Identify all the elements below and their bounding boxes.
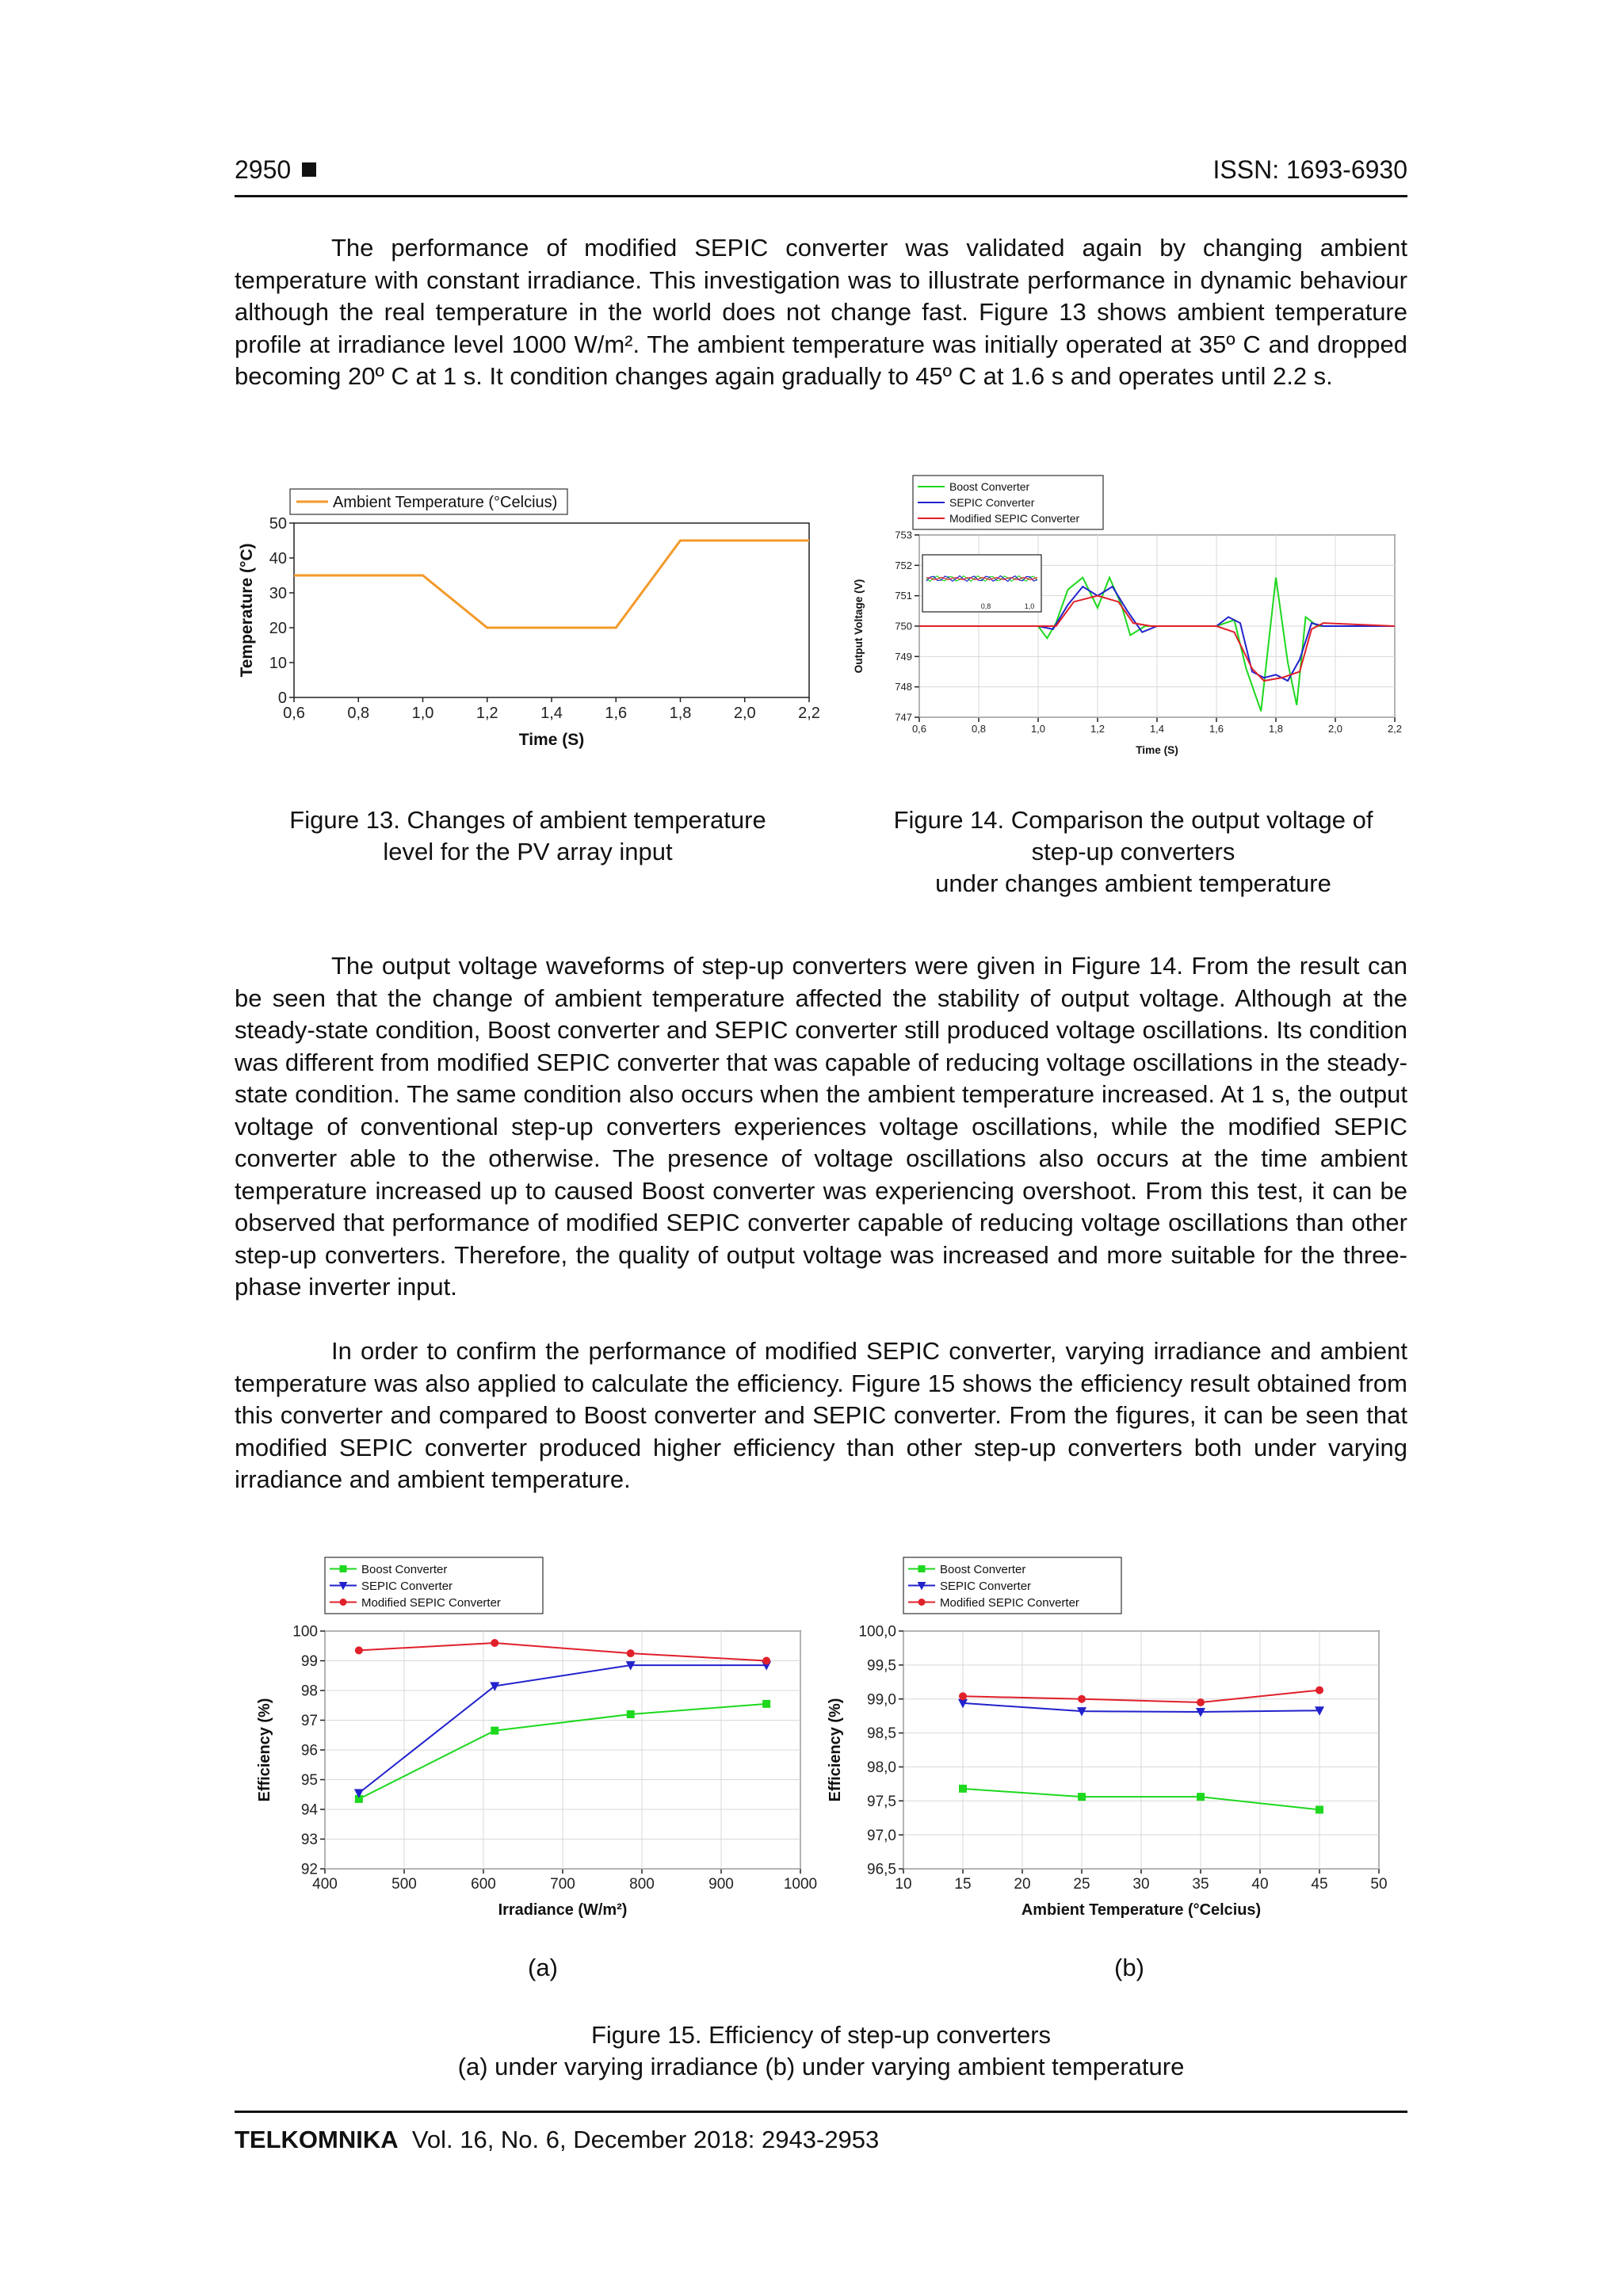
- x-tick-label: 1,2: [1090, 723, 1106, 735]
- x-tick-label: 900: [708, 1876, 734, 1893]
- y-tick-label: 98,0: [867, 1759, 896, 1777]
- figure-15-caption: [235, 2019, 1407, 2083]
- y-tick-label: 93: [300, 1832, 318, 1849]
- legend-label: SEPIC Converter: [940, 1579, 1032, 1593]
- square-bullet-icon: [302, 162, 316, 177]
- data-point-circle: [959, 1692, 967, 1700]
- x-tick-label: 1,8: [1268, 723, 1284, 735]
- legend-label: Modified SEPIC Converter: [949, 511, 1080, 525]
- caption-line: step-up converters: [1031, 838, 1235, 865]
- legend-label: SEPIC Converter: [949, 495, 1035, 509]
- issn: ISSN: 1693-6930: [1212, 155, 1407, 184]
- x-tick-label: 10: [895, 1876, 912, 1893]
- x-tick-label: 50: [1370, 1876, 1388, 1893]
- x-tick-label: 2,2: [798, 705, 820, 722]
- y-tick-label: 749: [895, 650, 912, 663]
- legend-label: SEPIC Converter: [361, 1579, 453, 1593]
- y-tick-label: 753: [895, 529, 912, 541]
- y-tick-label: 750: [895, 620, 912, 632]
- data-point-circle: [491, 1639, 498, 1647]
- x-tick-label: 25: [1073, 1876, 1090, 1893]
- plot-frame: [294, 523, 809, 697]
- x-tick-label: 30: [1132, 1876, 1150, 1893]
- y-tick-label: 95: [300, 1772, 318, 1790]
- figure-15b-label: [1030, 1952, 1228, 1984]
- legend-label: Boost Converter: [361, 1562, 448, 1576]
- y-tick-label: 99,5: [867, 1657, 896, 1675]
- caption-line: (a): [528, 1954, 558, 1981]
- x-tick-label: 40: [1251, 1876, 1269, 1893]
- caption-line: level for the PV array input: [383, 838, 673, 865]
- legend-label: Modified SEPIC Converter: [940, 1595, 1079, 1610]
- y-tick-label: 751: [895, 590, 912, 602]
- data-point-circle: [1316, 1687, 1323, 1694]
- figure-13-caption: [235, 804, 821, 868]
- y-tick-label: 96: [300, 1742, 318, 1759]
- y-tick-label: 96,5: [867, 1861, 896, 1878]
- y-tick-label: 30: [269, 585, 287, 602]
- figure-14-chart: [848, 476, 1419, 773]
- y-tick-label: 97: [300, 1713, 318, 1730]
- legend-label: Boost Converter: [949, 479, 1030, 493]
- caption-line: (b): [1114, 1954, 1144, 1981]
- x-tick-label: 1,4: [1149, 723, 1165, 735]
- y-tick-label: 99,0: [867, 1691, 896, 1709]
- x-tick-label: 1,2: [475, 705, 498, 722]
- x-tick-label: 20: [1014, 1876, 1031, 1893]
- figure-15b-chart: [824, 1557, 1395, 1934]
- data-point-square: [918, 1565, 926, 1572]
- x-tick-label: 1,0: [411, 705, 434, 722]
- x-tick-label: 700: [550, 1876, 575, 1893]
- x-tick-label: 0,6: [911, 723, 927, 735]
- y-tick-label: 50: [269, 515, 287, 533]
- y-tick-label: 0: [277, 690, 287, 707]
- data-point-square: [1197, 1793, 1205, 1801]
- data-point-circle: [627, 1649, 635, 1657]
- x-tick-label: 1000: [783, 1876, 818, 1893]
- y-axis-label: Temperature (°C): [238, 543, 256, 678]
- caption-line: (a) under varying irradiance (b) under varying ambient temperature: [457, 2053, 1185, 2080]
- y-tick-label: 92: [300, 1861, 318, 1878]
- page-number-group: [235, 155, 316, 185]
- x-tick-label: 1,0: [1030, 723, 1046, 735]
- x-axis-label: Time (S): [1136, 744, 1178, 756]
- data-point-circle: [762, 1657, 770, 1665]
- y-tick-label: 97,0: [867, 1827, 896, 1844]
- x-tick-label: 15: [954, 1876, 972, 1893]
- y-tick-label: 748: [895, 681, 912, 693]
- x-tick-label: 0,8: [971, 723, 987, 735]
- figure-14-caption: [840, 804, 1426, 900]
- paragraph-2-text: The output voltage waveforms of step-up converters were given in Figure 14. From the result can be seen that the change of ambient temperature affected the stability of output voltage. Although at the steady-state condition, Boost converter and SEPIC converter still produced voltage oscillations. Its condition was different from modified SEPIC converter that was capable of reducing voltage oscillations in the steady-state condition. The same condition also occurs when the ambient temperature increased. At 1 s, the output voltage of conventional step-up converters experiences voltage oscillations, while the modified SEPIC converter able to the otherwise. The presence of voltage oscillations also occurs at the time ambient temperature increased up to caused Boost converter was experiencing overshoot. From this test, it can be observed that performance of modified SEPIC converter capable of reducing voltage oscillations than other step-up converters. Therefore, the quality of output voltage was increased and more suitable for the three-phase inverter input.: [235, 952, 1407, 1301]
- x-tick-label: 1,8: [669, 705, 692, 722]
- x-axis-label: Irradiance (W/m²): [498, 1901, 628, 1919]
- paragraph-3: [235, 1335, 1407, 1496]
- y-tick-label: 98: [300, 1683, 318, 1700]
- caption-line: Figure 13. Changes of ambient temperature: [289, 806, 766, 834]
- x-tick-label: 400: [312, 1876, 338, 1893]
- x-tick-label: 2,0: [733, 705, 756, 722]
- x-tick-label: 2,0: [1327, 723, 1343, 735]
- x-tick-label: 2,2: [1387, 723, 1403, 735]
- y-tick-label: 94: [300, 1801, 318, 1819]
- y-tick-label: 747: [895, 711, 912, 724]
- data-point-circle: [1078, 1695, 1086, 1703]
- x-tick-label: 500: [391, 1876, 417, 1893]
- data-point-circle: [918, 1599, 926, 1606]
- legend-label: Ambient Temperature (°Celcius): [333, 494, 558, 511]
- data-point-square: [627, 1710, 635, 1718]
- y-axis-label: Output Voltage (V): [853, 579, 865, 674]
- x-tick-label: 45: [1311, 1876, 1328, 1893]
- x-tick-label: 0,8: [347, 705, 370, 722]
- y-tick-label: 100: [292, 1623, 318, 1641]
- inset-tick-label: 0,8: [980, 602, 991, 610]
- x-axis-label: Time (S): [518, 731, 585, 749]
- caption-line: under changes ambient temperature: [935, 869, 1331, 897]
- y-tick-label: 99: [300, 1653, 318, 1671]
- data-point-square: [491, 1727, 498, 1735]
- y-tick-label: 100,0: [858, 1623, 896, 1641]
- caption-line: Figure 15. Efficiency of step-up converters: [590, 2021, 1052, 2049]
- x-tick-label: 600: [471, 1876, 496, 1893]
- x-tick-label: 35: [1192, 1876, 1209, 1893]
- journal-name: TELKOMNIKA: [235, 2126, 399, 2153]
- figure-15a-chart: [254, 1557, 818, 1934]
- y-tick-label: 20: [269, 620, 287, 637]
- y-tick-label: 752: [895, 559, 912, 571]
- y-tick-label: 40: [269, 550, 287, 567]
- y-tick-label: 10: [269, 655, 287, 672]
- figure-13-chart: [235, 479, 821, 769]
- data-point-square: [1316, 1805, 1323, 1813]
- page-header: [235, 155, 1407, 197]
- x-tick-label: 1,6: [605, 705, 628, 722]
- x-tick-label: 1,6: [1209, 723, 1224, 735]
- data-point-square: [959, 1785, 967, 1793]
- data-point-circle: [355, 1646, 363, 1654]
- legend-label: Modified SEPIC Converter: [361, 1595, 501, 1610]
- inset-tick-label: 1,0: [1024, 602, 1035, 610]
- x-axis-label: Ambient Temperature (°Celcius): [1021, 1901, 1262, 1919]
- paragraph-3-text: In order to confirm the performance of modified SEPIC converter, varying irradiance and ambient temperature was also applied to calculate the efficiency. Figure 15 shows the efficiency result obtained from this converter and compared to Boost converter and SEPIC converter. From the figures, it can be seen that modified SEPIC converter produced higher efficiency than other step-up converters both under varying irradiance and ambient temperature.: [235, 1337, 1407, 1493]
- x-tick-label: 1,4: [540, 705, 563, 722]
- journal-details: Vol. 16, No. 6, December 2018: 2943-2953: [411, 2126, 880, 2153]
- page-footer: [235, 2111, 1407, 2154]
- data-point-square: [762, 1700, 770, 1708]
- data-point-square: [1078, 1793, 1086, 1801]
- paragraph-1: [235, 232, 1407, 393]
- figure-15a-label: [444, 1952, 642, 1984]
- x-tick-label: 800: [629, 1876, 655, 1893]
- legend-label: Boost Converter: [940, 1562, 1026, 1576]
- data-point-circle: [1197, 1698, 1205, 1706]
- x-tick-label: 0,6: [283, 705, 305, 722]
- caption-line: Figure 14. Comparison the output voltage of: [893, 806, 1373, 834]
- y-tick-label: 98,5: [867, 1725, 896, 1743]
- data-point-circle: [340, 1599, 347, 1606]
- y-tick-label: 97,5: [867, 1793, 896, 1810]
- y-axis-label: Efficiency (%): [256, 1698, 273, 1802]
- page-number: 2950: [235, 155, 292, 184]
- data-point-square: [340, 1565, 347, 1572]
- y-axis-label: Efficiency (%): [827, 1698, 844, 1802]
- paragraph-2: [235, 950, 1407, 1304]
- paragraph-1-text: The performance of modified SEPIC converter was validated again by changing ambient temperature with constant irradiance. This investigation was to illustrate performance in dynamic behaviour although the real temperature in the world does not change fast. Figure 13 shows ambient temperature profile at irradiance level 1000 W/m². The ambient temperature was initially operated at 35º C and dropped becoming 20º C at 1 s. It condition changes again gradually to 45º C at 1.6 s and operates until 2.2 s.: [235, 234, 1407, 390]
